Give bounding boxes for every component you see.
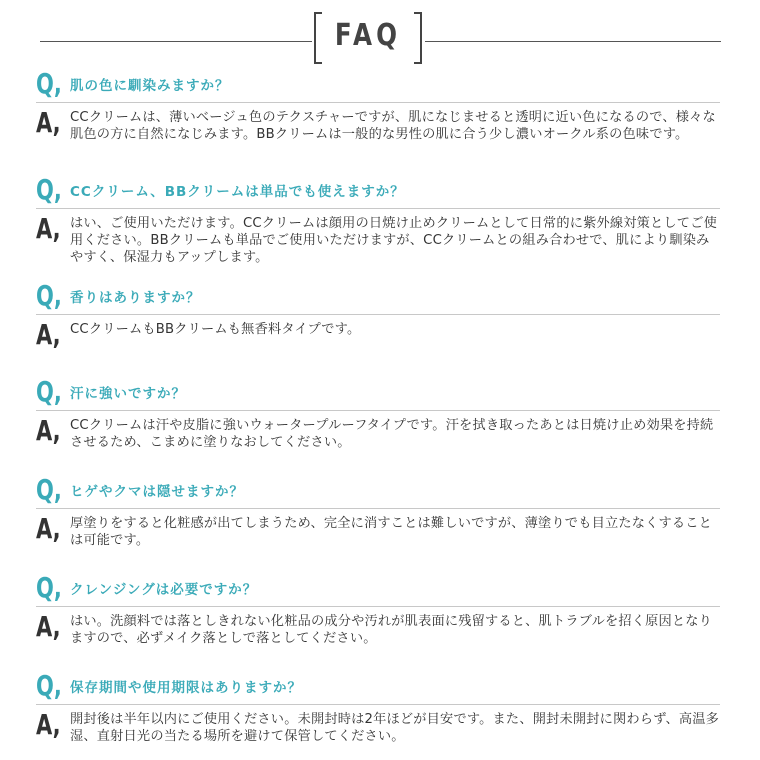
question-mark: Q, [36,571,62,604]
answer-mark: A, [36,512,61,545]
answer-mark: A, [36,610,61,643]
question-text: CCクリーム、BBクリームは単品でも使えますか？ [70,184,405,200]
header-bracket-right [414,12,422,64]
question-text: クレンジングは必要ですか？ [70,582,258,598]
answer-mark: A, [36,106,61,139]
answer-mark: A, [36,414,61,447]
answer-text: CCクリームは、薄いベージュ色のテクスチャーですが、肌になじませると透明に近い色になるので、様々な肌色の方に自然になじみます。BBクリームは一般的な男性の肌に合う少し濃いオークル系の色味です。 [70,110,716,142]
question-mark: Q, [36,173,62,206]
faq-item-5 [36,472,724,549]
question-mark: Q, [36,473,62,506]
answer-text: はい、ご使用いただけます。CCクリームは顔用の日焼け止めクリームとして日常的に紫外線対策としてご使用ください。BBクリームも単品でご使用いただけますが、CCクリームとの組み合わせで、肌により馴染みやすく、保湿力もアップします。 [70,216,717,265]
faq-item-3 [36,278,724,351]
faq-item-2 [36,172,724,266]
answer-text: 開封後は半年以内にご使用ください。未開封時は2年ほどが目安です。また、開封未開封に関わらず、高温多湿、直射日光の当たる場所を避けて保管してください。 [70,712,720,744]
header-bracket-left [314,12,322,64]
answer-text: 厚塗りをすると化粧感が出てしまうため、完全に消すことは難しいですが、薄塗りでも目立たなくすることは可能です。 [70,516,713,548]
header-rule-left [40,41,312,42]
answer-mark: A, [36,212,61,245]
faq-item-7 [36,668,724,745]
question-mark: Q, [36,67,62,100]
faq-item-6 [36,570,724,647]
question-text: 香りはありますか？ [70,290,201,306]
faq-header [0,8,760,60]
faq-item-4 [36,374,724,451]
question-mark: Q, [36,375,62,408]
question-text: 肌の色に馴染みますか？ [70,78,230,94]
question-text: 保存期間や使用期限はありますか？ [70,680,302,696]
answer-mark: A, [36,318,61,351]
faq-item-1 [36,66,724,143]
question-text: ヒゲやクマは隠せますか？ [70,484,244,500]
answer-mark: A, [36,708,61,741]
question-mark: Q, [36,279,62,312]
question-mark: Q, [36,669,62,702]
answer-text: はい。洗顔料では落としきれない化粧品の成分や汚れが肌表面に残留すると、肌トラブルを招く原因となりますので、必ずメイク落としで落としてください。 [70,614,713,646]
answer-text: CCクリームもBBクリームも無香料タイプです。 [70,322,361,337]
page-title: FAQ [334,18,402,53]
question-text: 汗に強いですか？ [70,386,186,402]
answer-text: CCクリームは汗や皮脂に強いウォータープルーフタイプです。汗を拭き取ったあとは日焼け止め効果を持続させるため、こまめに塗りなおしてください。 [70,418,714,450]
header-rule-right [425,41,721,42]
